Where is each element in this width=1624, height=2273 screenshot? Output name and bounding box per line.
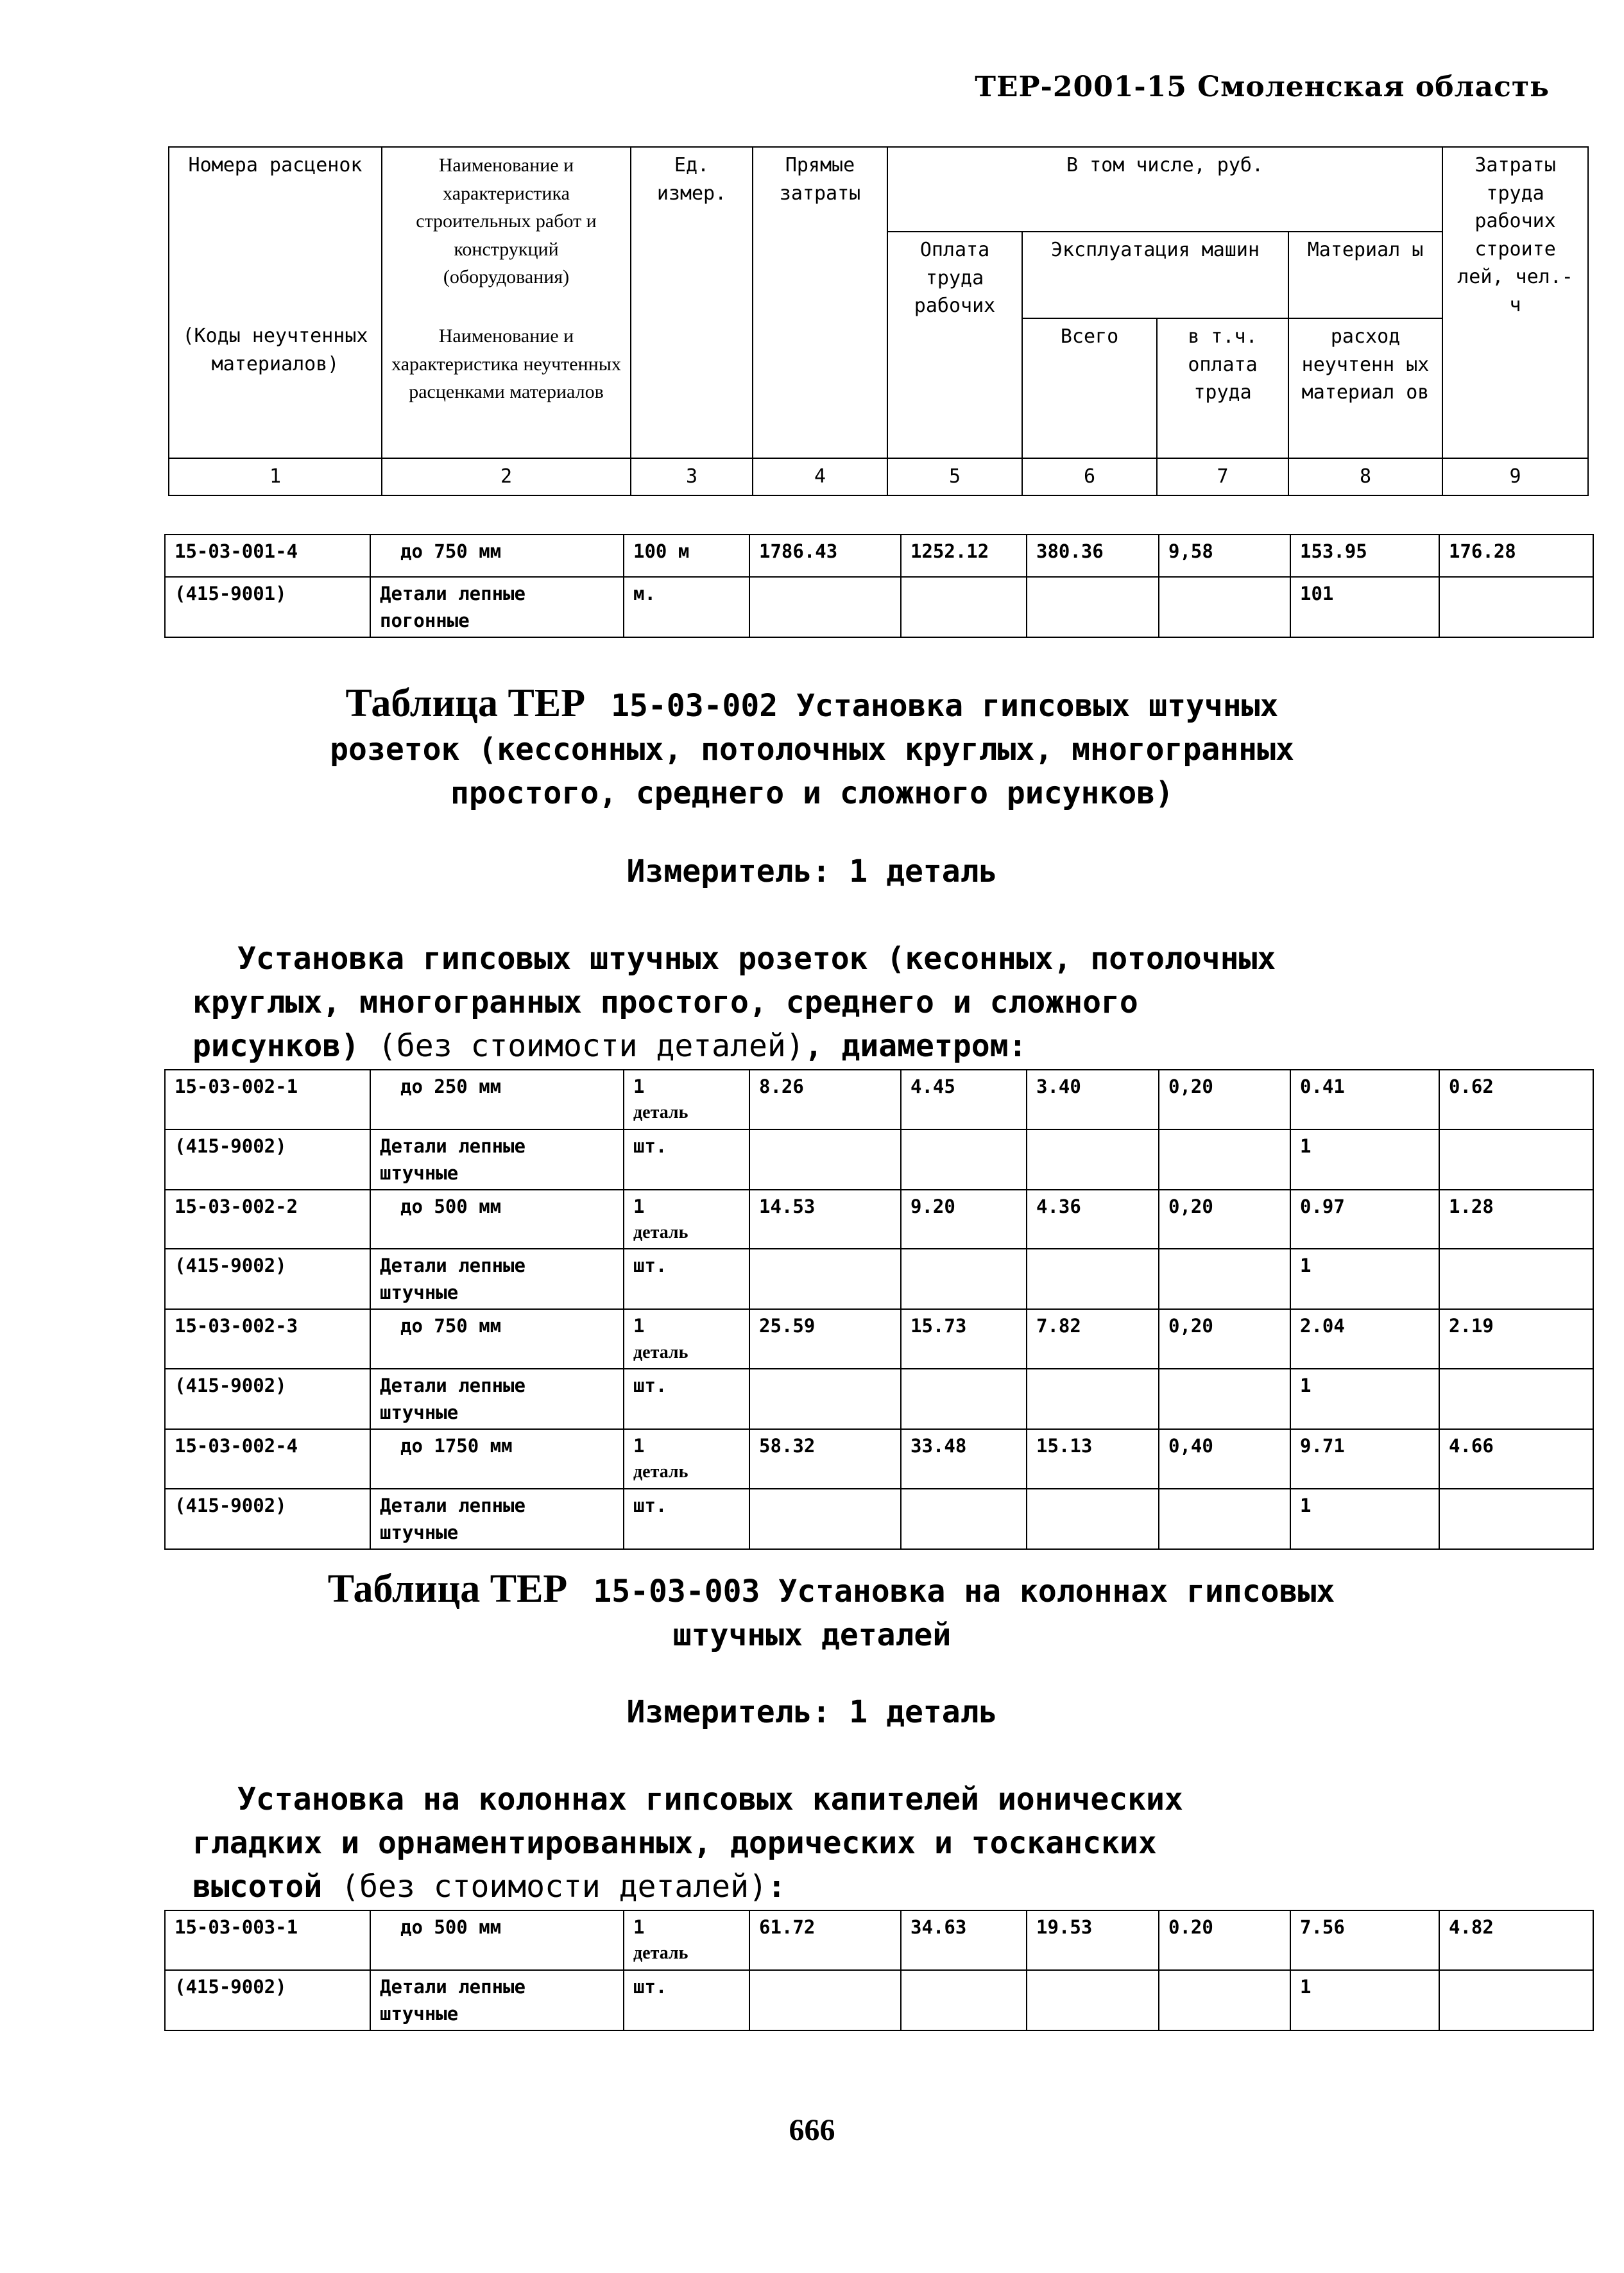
section3-ter-label: Таблица ТЕР	[327, 1567, 568, 1611]
cell-unit: м.	[624, 577, 749, 637]
cell-machines-total: 380.36	[1027, 535, 1159, 577]
cell-labor-costs: 2.19	[1439, 1309, 1593, 1369]
cell-machines-wages	[1159, 1489, 1290, 1549]
cell-rate-code: 15-03-002-3	[165, 1309, 370, 1369]
col-header-rate-numbers: Номера расценок	[169, 147, 382, 318]
col-header-unaccounted-names: Наименование и характеристика неучтенных расценками материалов	[382, 318, 631, 458]
cell-materials: 0.97	[1290, 1190, 1439, 1249]
cell-materials: 153.95	[1290, 535, 1439, 577]
section2-desc-line2: круглых, многогранных простого, среднего и сложного	[192, 984, 1138, 1020]
section2-desc-line3c: , диаметром:	[804, 1028, 1027, 1064]
cell-rate-code: (415-9002)	[165, 1970, 370, 2030]
cell-direct-costs: 58.32	[749, 1429, 901, 1489]
cell-machines-total	[1027, 1249, 1159, 1309]
column-header-table	[168, 146, 1589, 496]
cell-unit: шт.	[624, 1249, 749, 1309]
col-header-labor-costs: Затраты труда рабочих строите лей, чел.-ч	[1442, 147, 1588, 458]
section3-desc-line3b: (без стоимости деталей)	[322, 1869, 767, 1905]
cell-materials: 1	[1290, 1369, 1439, 1429]
cell-wages: 34.63	[901, 1910, 1027, 1970]
col-num-8: 8	[1288, 458, 1442, 495]
cell-wages	[901, 1970, 1027, 2030]
cell-work-name: Детали лепные штучные	[370, 1369, 624, 1429]
table-row	[165, 1070, 1593, 1129]
cell-labor-costs: 4.66	[1439, 1429, 1593, 1489]
cell-rate-code: (415-9001)	[165, 577, 370, 637]
col-header-unit: Ед. измер.	[631, 147, 753, 458]
cell-rate-code: 15-03-003-1	[165, 1910, 370, 1970]
cell-rate-code: (415-9002)	[165, 1249, 370, 1309]
col-header-machine-operation: Эксплуатация машин	[1022, 232, 1288, 318]
section2-title-line1: 15-03-002 Установка гипсовых штучных	[611, 688, 1279, 724]
section2-desc-line1: Установка гипсовых штучных розеток (кесонных, потолочных	[237, 941, 1276, 977]
cell-unit: шт.	[624, 1970, 749, 2030]
cell-machines-total	[1027, 1369, 1159, 1429]
rates-table-15-03-001	[164, 534, 1594, 638]
cell-materials: 7.56	[1290, 1910, 1439, 1970]
table-row	[165, 535, 1593, 577]
cell-materials: 1	[1290, 1129, 1439, 1190]
cell-machines-wages: 0,20	[1159, 1190, 1290, 1249]
cell-rate-code: 15-03-002-2	[165, 1190, 370, 1249]
cell-wages	[901, 1129, 1027, 1190]
cell-work-name: до 1750 мм	[370, 1429, 624, 1489]
cell-labor-costs	[1439, 577, 1593, 637]
cell-direct-costs	[749, 1489, 901, 1549]
cell-labor-costs	[1439, 1129, 1593, 1190]
cell-work-name: Детали лепные штучные	[370, 1129, 624, 1190]
col-num-7: 7	[1157, 458, 1288, 495]
cell-machines-wages: 0,20	[1159, 1070, 1290, 1129]
cell-direct-costs: 1786.43	[749, 535, 901, 577]
cell-labor-costs: 4.82	[1439, 1910, 1593, 1970]
col-header-including: В том числе, руб.	[887, 147, 1442, 232]
rates-table-15-03-003	[164, 1910, 1594, 2031]
cell-rate-code: 15-03-002-1	[165, 1070, 370, 1129]
cell-labor-costs	[1439, 1489, 1593, 1549]
cell-machines-total	[1027, 1489, 1159, 1549]
cell-machines-total: 15.13	[1027, 1429, 1159, 1489]
cell-machines-wages: 0,20	[1159, 1309, 1290, 1369]
col-header-work-name: Наименование и характеристика строительных работ и конструкций (оборудования)	[382, 147, 631, 318]
section2-title-line3: простого, среднего и сложного рисунков)	[450, 775, 1174, 811]
page-number: 666	[789, 2113, 835, 2147]
cell-machines-total	[1027, 1970, 1159, 2030]
cell-machines-wages	[1159, 577, 1290, 637]
cell-work-name: Детали лепные штучные	[370, 1249, 624, 1309]
cell-wages: 33.48	[901, 1429, 1027, 1489]
cell-materials: 101	[1290, 577, 1439, 637]
section3-title	[0, 1567, 1624, 1657]
col-num-5: 5	[887, 458, 1022, 495]
section2-description	[192, 937, 1276, 1068]
cell-wages	[901, 1249, 1027, 1309]
table-row	[165, 1249, 1593, 1309]
col-header-materials: Материал ы	[1288, 232, 1442, 318]
section2-measure: Измеритель: 1 деталь	[626, 853, 998, 889]
table-row	[165, 1910, 1593, 1970]
col-num-2: 2	[382, 458, 631, 495]
cell-materials: 0.41	[1290, 1070, 1439, 1129]
cell-wages: 9.20	[901, 1190, 1027, 1249]
cell-machines-total	[1027, 577, 1159, 637]
cell-rate-code: (415-9002)	[165, 1369, 370, 1429]
rates-table-15-03-002	[164, 1069, 1594, 1550]
cell-materials: 2.04	[1290, 1309, 1439, 1369]
cell-direct-costs	[749, 1970, 901, 2030]
cell-wages: 1252.12	[901, 535, 1027, 577]
cell-work-name: Детали лепные штучные	[370, 1970, 624, 2030]
cell-unit: шт.	[624, 1489, 749, 1549]
cell-wages	[901, 577, 1027, 637]
section3-desc-line3c: :	[767, 1869, 786, 1905]
section2-title	[0, 682, 1624, 815]
section2-title-line2: розеток (кессонных, потолочных круглых, многогранных	[330, 732, 1294, 768]
cell-unit: шт.	[624, 1369, 749, 1429]
cell-machines-wages	[1159, 1970, 1290, 2030]
cell-materials: 1	[1290, 1970, 1439, 2030]
cell-direct-costs	[749, 577, 901, 637]
section3-title-line2: штучных деталей	[672, 1617, 952, 1653]
table-row	[165, 1970, 1593, 2030]
col-num-4: 4	[753, 458, 887, 495]
cell-wages: 15.73	[901, 1309, 1027, 1369]
cell-direct-costs	[749, 1249, 901, 1309]
cell-work-name: Детали лепные погонные	[370, 577, 624, 637]
col-header-machines-total: Всего	[1022, 318, 1157, 458]
table-row	[165, 1190, 1593, 1249]
section2-desc-line3a: рисунков)	[192, 1028, 360, 1064]
table-row	[165, 1489, 1593, 1549]
cell-rate-code: (415-9002)	[165, 1129, 370, 1190]
cell-unit: 1 деталь	[624, 1429, 749, 1489]
col-header-material-consumption: расход неучтенн ых материал ов	[1288, 318, 1442, 458]
cell-unit: шт.	[624, 1129, 749, 1190]
cell-machines-total: 4.36	[1027, 1190, 1159, 1249]
cell-work-name: до 250 мм	[370, 1070, 624, 1129]
col-header-machines-wages: в т.ч. оплата труда	[1157, 318, 1288, 458]
cell-labor-costs: 0.62	[1439, 1070, 1593, 1129]
cell-materials: 1	[1290, 1489, 1439, 1549]
cell-materials: 9.71	[1290, 1429, 1439, 1489]
cell-rate-code: (415-9002)	[165, 1489, 370, 1549]
section3-measure: Измеритель: 1 деталь	[626, 1694, 998, 1730]
cell-machines-total	[1027, 1129, 1159, 1190]
table-row	[165, 1309, 1593, 1369]
cell-machines-wages: 9,58	[1159, 535, 1290, 577]
section3-description	[192, 1778, 1183, 1908]
cell-unit: 1 деталь	[624, 1910, 749, 1970]
cell-work-name: Детали лепные штучные	[370, 1489, 624, 1549]
cell-rate-code: 15-03-002-4	[165, 1429, 370, 1489]
col-num-3: 3	[631, 458, 753, 495]
cell-labor-costs	[1439, 1970, 1593, 2030]
cell-wages: 4.45	[901, 1070, 1027, 1129]
table-row	[165, 1129, 1593, 1190]
cell-work-name: до 500 мм	[370, 1190, 624, 1249]
table-row	[165, 1429, 1593, 1489]
cell-machines-wages	[1159, 1129, 1290, 1190]
cell-direct-costs	[749, 1369, 901, 1429]
cell-machines-total: 3.40	[1027, 1070, 1159, 1129]
cell-unit: 1 деталь	[624, 1070, 749, 1129]
cell-work-name: до 750 мм	[370, 535, 624, 577]
cell-labor-costs	[1439, 1249, 1593, 1309]
section3-title-line1: 15-03-003 Установка на колоннах гипсовых	[593, 1574, 1335, 1609]
col-num-1: 1	[169, 458, 382, 495]
section3-desc-line3a: высотой	[192, 1869, 323, 1905]
cell-work-name: до 750 мм	[370, 1309, 624, 1369]
section3-desc-line2: гладких и орнаментированных, дорических и тосканских	[192, 1825, 1157, 1861]
col-header-direct-costs: Прямые затраты	[753, 147, 887, 458]
cell-unit: 1 деталь	[624, 1309, 749, 1369]
col-num-9: 9	[1442, 458, 1588, 495]
cell-direct-costs: 25.59	[749, 1309, 901, 1369]
col-header-wages: Оплата труда рабочих	[887, 232, 1022, 458]
cell-work-name: до 500 мм	[370, 1910, 624, 1970]
cell-materials: 1	[1290, 1249, 1439, 1309]
cell-unit: 1 деталь	[624, 1190, 749, 1249]
cell-unit: 100 м	[624, 535, 749, 577]
table-row	[165, 1369, 1593, 1429]
cell-rate-code: 15-03-001-4	[165, 535, 370, 577]
cell-machines-wages: 0.20	[1159, 1910, 1290, 1970]
cell-direct-costs: 14.53	[749, 1190, 901, 1249]
cell-machines-total: 7.82	[1027, 1309, 1159, 1369]
col-num-6: 6	[1022, 458, 1157, 495]
section3-desc-line1: Установка на колоннах гипсовых капителей ионических	[237, 1781, 1183, 1817]
cell-direct-costs	[749, 1129, 901, 1190]
cell-machines-wages	[1159, 1369, 1290, 1429]
cell-labor-costs: 1.28	[1439, 1190, 1593, 1249]
cell-wages	[901, 1489, 1027, 1549]
section2-ter-label: Таблица ТЕР	[345, 682, 586, 725]
cell-machines-wages	[1159, 1249, 1290, 1309]
cell-wages	[901, 1369, 1027, 1429]
col-header-unaccounted-codes: (Коды неучтенных материалов)	[169, 318, 382, 458]
cell-direct-costs: 61.72	[749, 1910, 901, 1970]
page-header-title: ТЕР-2001-15 Смоленская область	[975, 71, 1550, 103]
cell-direct-costs: 8.26	[749, 1070, 901, 1129]
cell-labor-costs: 176.28	[1439, 535, 1593, 577]
table-row	[165, 577, 1593, 637]
section2-desc-line3b: (без стоимости деталей)	[359, 1028, 805, 1064]
cell-labor-costs	[1439, 1369, 1593, 1429]
cell-machines-total: 19.53	[1027, 1910, 1159, 1970]
cell-machines-wages: 0,40	[1159, 1429, 1290, 1489]
